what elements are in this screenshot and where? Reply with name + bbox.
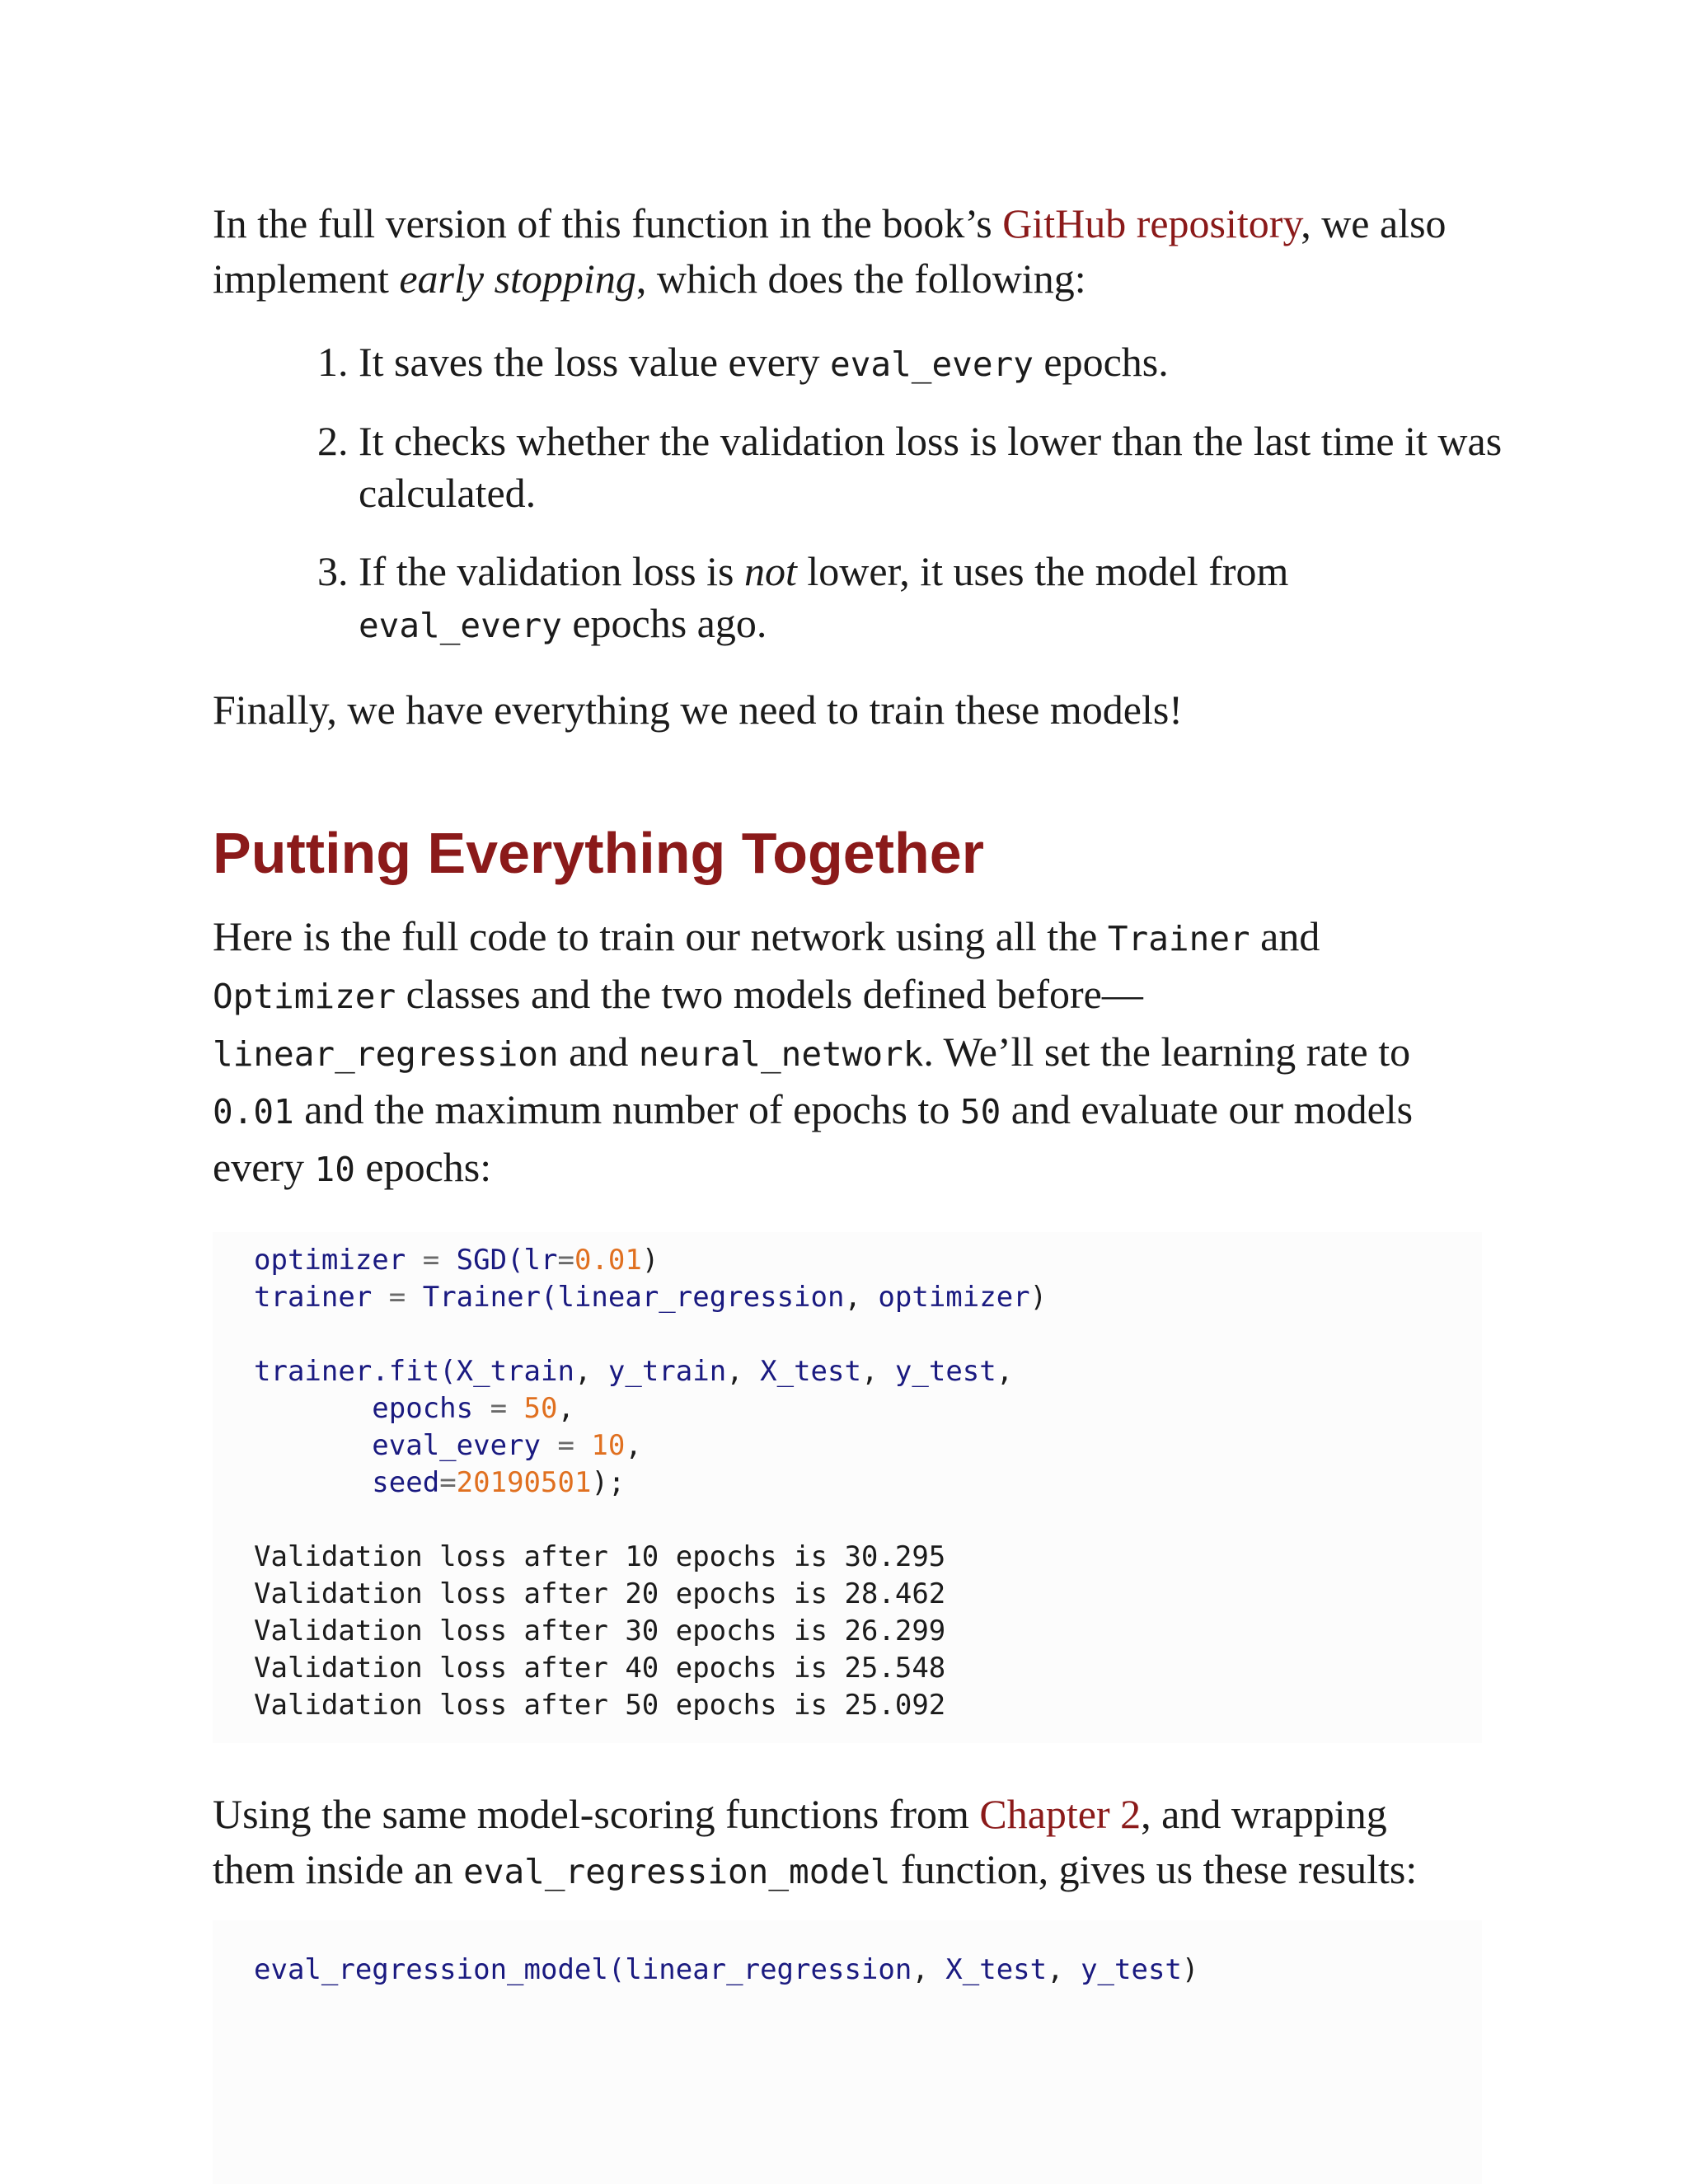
early-stopping-term: early stopping <box>399 255 636 302</box>
para-text: epochs: <box>354 1144 492 1190</box>
list-text: It saves the loss value every <box>359 339 831 385</box>
code-line: trainer.fit(X_train, y_train, X_test, y_test, <box>254 1355 1014 1388</box>
list-text: epochs ago. <box>561 600 767 646</box>
para-text: and evaluate our models <box>1001 1086 1414 1132</box>
github-repository-link[interactable]: GitHub repository <box>1002 200 1301 246</box>
section-heading: Putting Everything Together <box>213 821 984 885</box>
inline-code: Trainer <box>1107 919 1250 958</box>
output-line: Validation loss after 40 epochs is 25.548 <box>254 1652 946 1685</box>
code-line: trainer = Trainer(linear_regression, optimizer) <box>254 1281 1048 1314</box>
inline-code: 50 <box>959 1092 1001 1132</box>
para-text: , and wrapping <box>1141 1791 1387 1837</box>
list-text: It checks whether the validation loss is lower than the last time it was calculated. <box>359 418 1503 516</box>
output-line: Validation loss after 20 epochs is 28.462 <box>254 1577 946 1610</box>
intro-text: , which does the following: <box>635 255 1086 302</box>
inline-code: linear_regression <box>213 1034 559 1074</box>
code-block-training <box>213 1232 1482 1743</box>
code-line: eval_every = 10, <box>372 1429 642 1462</box>
code-line: eval_regression_model(linear_regression, X_test, y_test) <box>254 1953 1199 1986</box>
para-text: classes and the two models defined before— <box>396 971 1143 1017</box>
para-text: . We’ll set the learning rate to <box>923 1029 1411 1075</box>
inline-code: neural_network <box>638 1034 924 1074</box>
results-paragraph <box>213 1787 1482 1900</box>
chapter-2-link[interactable]: Chapter 2 <box>979 1791 1142 1837</box>
para-text: and <box>1250 913 1320 959</box>
inline-code: eval_every <box>830 344 1034 384</box>
list-item <box>317 415 1512 519</box>
para-text: Here is the full code to train our network using all the <box>213 913 1108 959</box>
intro-text: , we also implement <box>213 200 1447 302</box>
list-text: epochs. <box>1033 339 1169 385</box>
intro-text: In the full version of this function in the book’s <box>213 200 1003 246</box>
list-number: 2. <box>317 418 349 464</box>
list-item <box>317 546 1471 652</box>
code-line: epochs = 50, <box>372 1392 574 1425</box>
code-line <box>254 1316 1482 1353</box>
inline-code: 10 <box>314 1150 355 1189</box>
list-item <box>317 336 1471 391</box>
para-text: and the maximum number of epochs to <box>293 1086 960 1132</box>
list-number: 3. <box>317 548 349 594</box>
emphasis: not <box>744 548 797 594</box>
code-block-eval <box>213 1920 1482 2184</box>
finally-paragraph: Finally, we have everything we need to train these models! <box>213 687 1183 733</box>
para-text: them inside an <box>213 1846 464 1892</box>
output-line: Validation loss after 30 epochs is 26.299 <box>254 1615 946 1647</box>
inline-code: eval_regression_model <box>463 1852 891 1891</box>
code-line: seed=20190501); <box>372 1466 626 1499</box>
para-text: function, gives us these results: <box>890 1846 1418 1892</box>
code-line: optimizer = SGD(lr=0.01) <box>254 1244 659 1277</box>
para-text: and <box>558 1029 639 1075</box>
output-line: Validation loss after 10 epochs is 30.295 <box>254 1540 946 1573</box>
output-line: Validation loss after 50 epochs is 25.092 <box>254 1689 946 1722</box>
inline-code: Optimizer <box>213 977 396 1016</box>
para-text: every <box>213 1144 315 1190</box>
list-text: lower, it uses the model from <box>796 548 1289 594</box>
inline-code: eval_every <box>359 606 562 645</box>
inline-code: 0.01 <box>213 1092 294 1132</box>
list-number: 1. <box>317 339 349 385</box>
intro-paragraph <box>213 196 1482 307</box>
code-line <box>254 1502 1482 1539</box>
para-text: Using the same model-scoring functions from <box>213 1791 980 1837</box>
list-text: If the validation loss is <box>359 548 744 594</box>
training-paragraph <box>213 909 1482 1197</box>
